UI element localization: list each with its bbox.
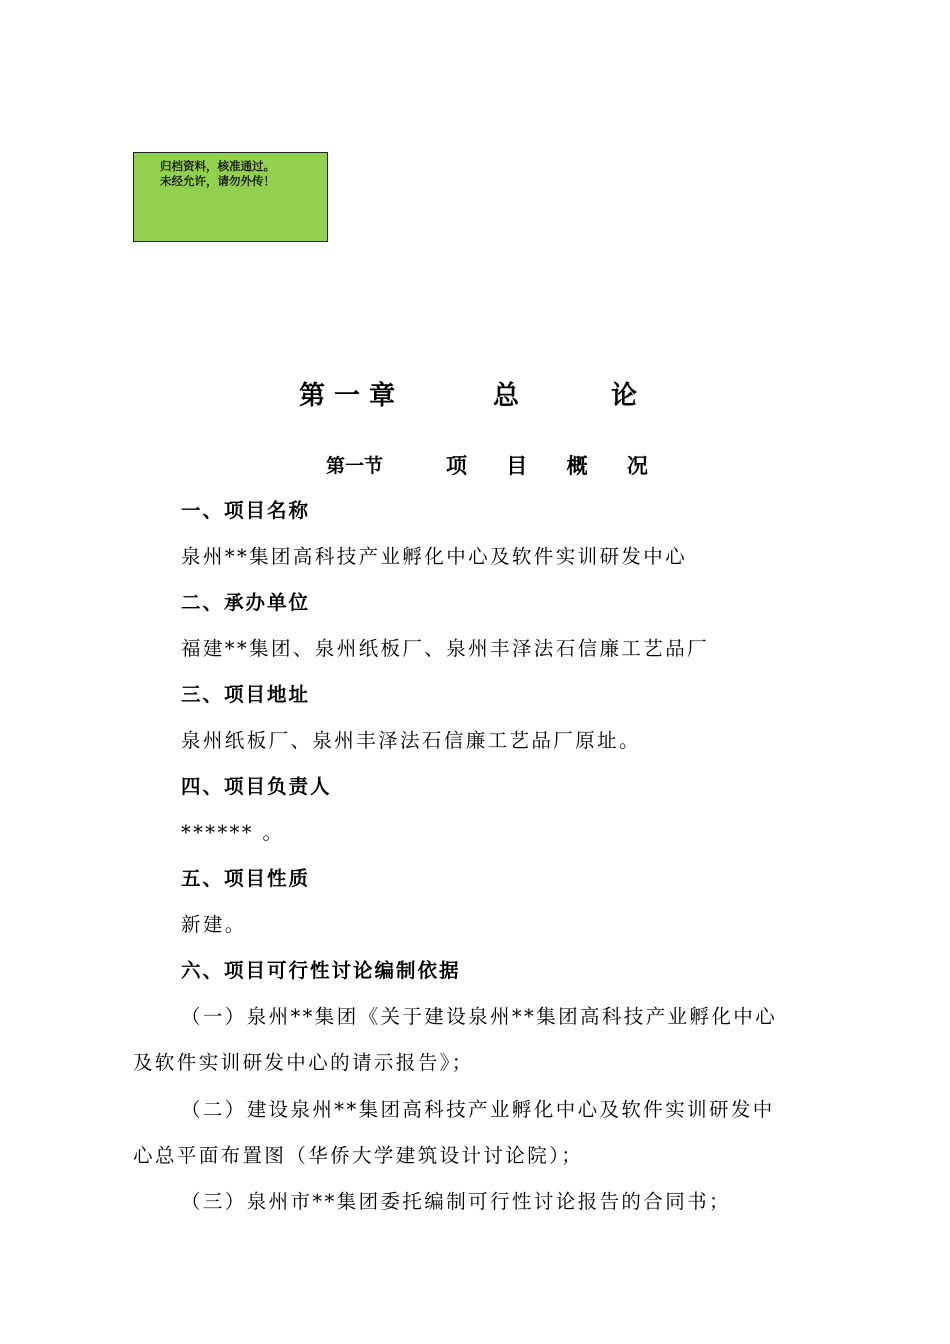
chapter-number: 第 一 章: [299, 381, 396, 411]
project-nature-text: 新建。: [181, 913, 247, 936]
chapter-title-char-1: 总: [493, 381, 520, 411]
stamp-line-2: 未经允许，请勿外传！: [160, 174, 275, 188]
heading-project-leader: 四、项目负责人: [181, 775, 332, 798]
basis-item-2-line-2: 心总平面布置图（华侨大学建筑设计讨论院）；: [133, 1144, 584, 1167]
basis-item-1-line-1: （一）泉州**集团《关于建设泉州**集团高科技产业孵化中心: [181, 1005, 778, 1028]
project-address-text: 泉州纸板厂、泉州丰泽法石信廉工艺品厂原址。: [181, 729, 641, 752]
heading-project-nature: 五、项目性质: [181, 867, 311, 890]
chapter-title-char-2: 论: [611, 381, 638, 411]
heading-organizer: 二、承办单位: [181, 591, 311, 614]
heading-feasibility-basis: 六、项目可行性讨论编制依据: [181, 959, 461, 982]
basis-item-1-line-2: 及软件实训研发中心的请示报告》；: [133, 1051, 474, 1074]
organizer-text: 福建**集团、泉州纸板厂、泉州丰泽法石信廉工艺品厂: [181, 637, 710, 660]
section-title: 项 目 概 况: [446, 454, 664, 478]
chapter-title: [299, 376, 638, 416]
project-leader-text: ****** 。: [181, 821, 285, 844]
project-name-text: 泉州**集团高科技产业孵化中心及软件实训研发中心: [181, 545, 688, 568]
heading-project-address: 三、项目地址: [181, 683, 311, 706]
archive-stamp: [133, 152, 328, 242]
heading-project-name: 一、项目名称: [181, 499, 311, 522]
basis-item-3-line-1: （三）泉州市**集团委托编制可行性讨论报告的合同书；: [181, 1190, 731, 1213]
section-number: 第一节: [326, 455, 384, 477]
basis-item-2-line-1: （二）建设泉州**集团高科技产业孵化中心及软件实训研发中: [181, 1098, 775, 1121]
stamp-line-1: 归档资料，核准通过。: [160, 159, 275, 173]
